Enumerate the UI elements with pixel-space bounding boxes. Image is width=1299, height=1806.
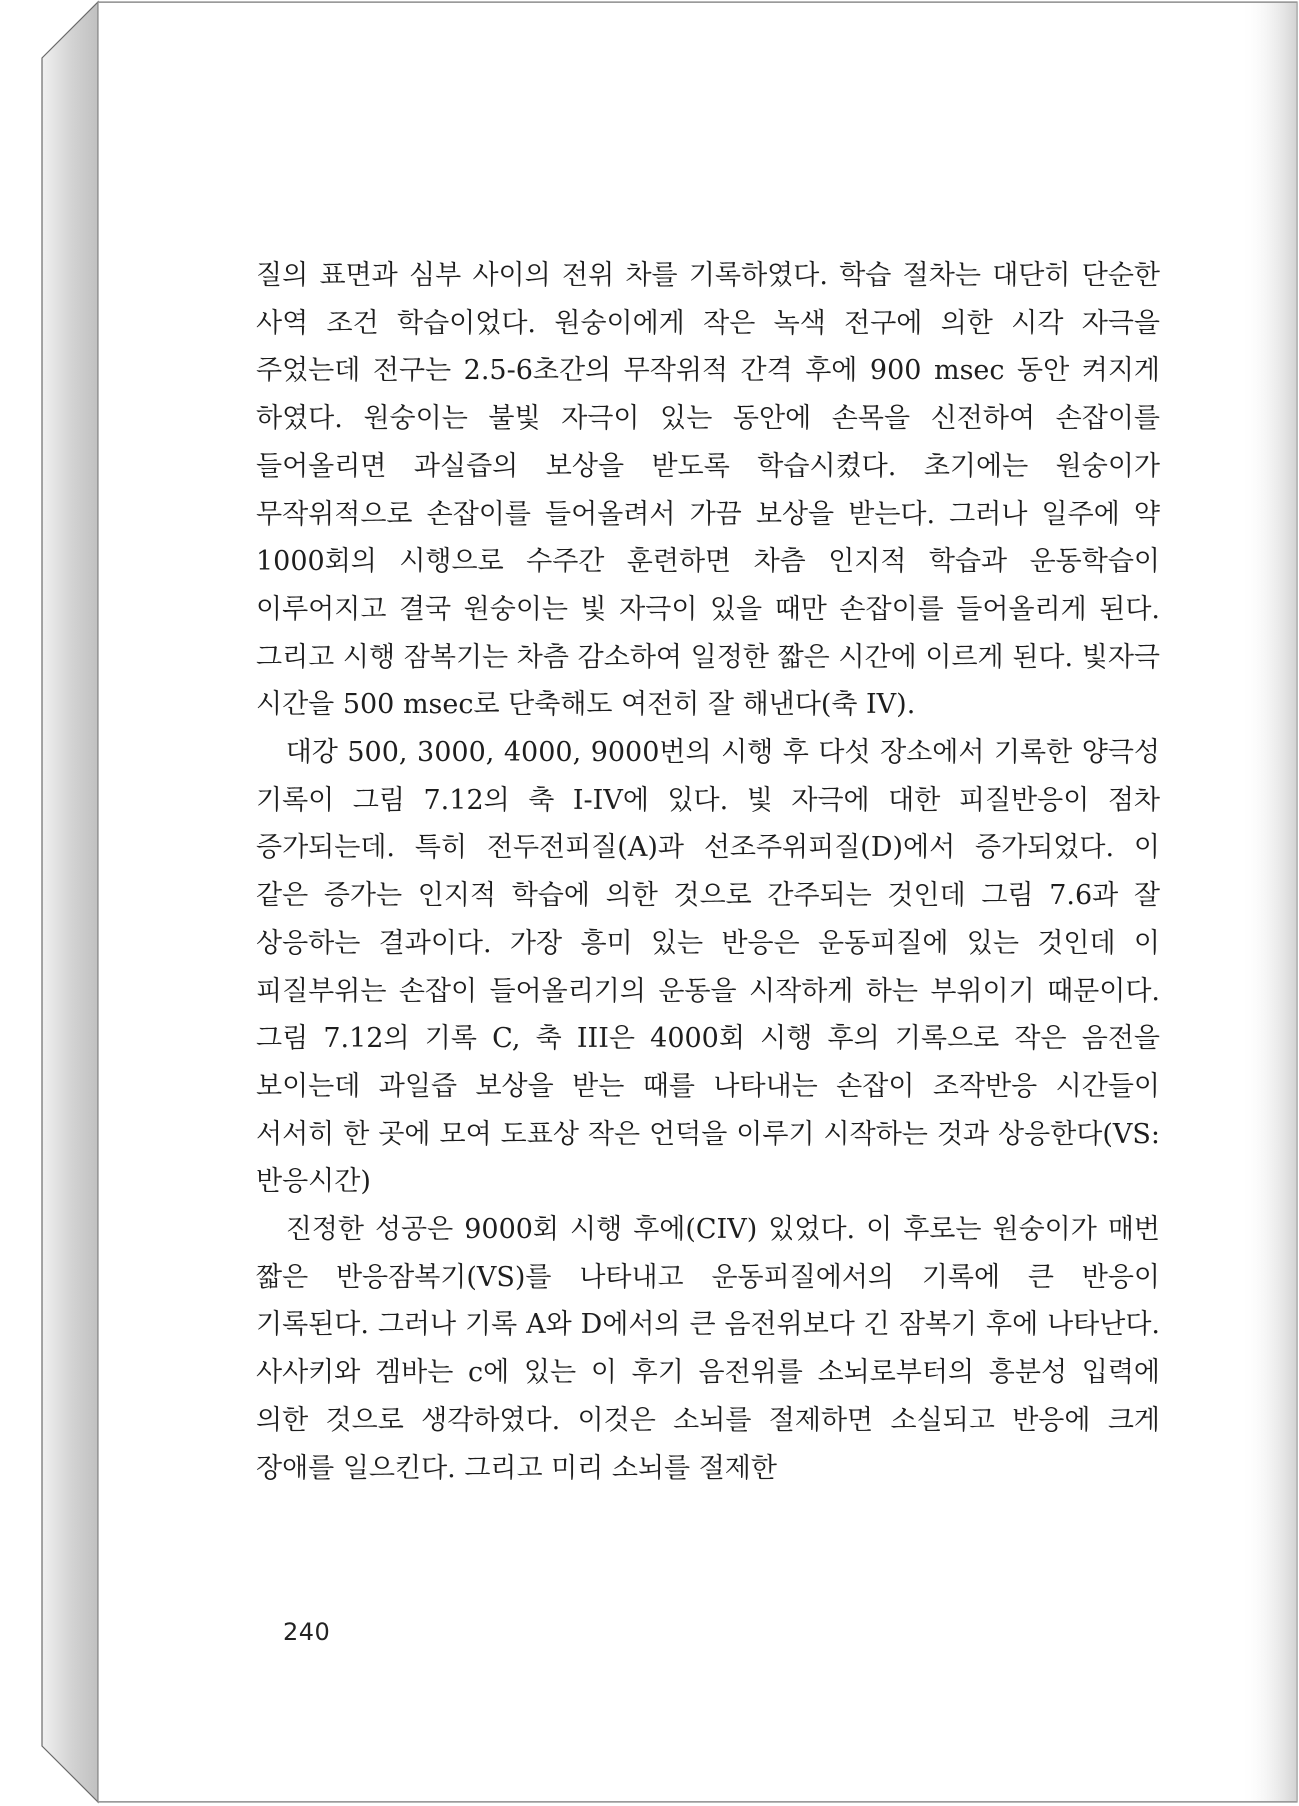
page-body-text [256,252,1160,1492]
paragraph-2: 대강 500, 3000, 4000, 9000번의 시행 후 다섯 장소에서 기록한 양극성 기록이 그림 7.12의 축 I-IV에 있다. 빛 자극에 대한 피질반응이 점차 증가되는데. 특히 전두전피질(A)과 선조주위피질(D)에서 증가되었다. 이 같은 증가는 인지적 학습에 의한 것으로 간주되는 것인데 그림 7.6과 잘 상응하는 결과이다. 가장 흥미 있는 반응은 운동피질에 있는 것인데 이 피질부위는 손잡이 들어올리기의 운동을 시작하게 하는 부위이기 때문이다. 그림 7.12의 기록 C, 축 III은 4000회 시행 후의 기록으로 작은 음전을 보이는데 과일즙 보상을 받는 때를 나타내는 손잡이 조작반응 시간들이 서서히 한 곳에 모여 도표상 작은 언덕을 이루기 시작하는 것과 상응한다(VS:반응시간) [256,737,1160,1198]
book-spine [42,2,98,1802]
paragraph-1: 질의 표면과 심부 사이의 전위 차를 기록하였다. 학습 절차는 대단히 단순한 사역 조건 학습이었다. 원숭이에게 작은 녹색 전구에 의한 시각 자극을 주었는데 전구는 2.5-6초간의 무작위적 간격 후에 900 msec 동안 켜지게 하였다. 원숭이는 불빛 자극이 있는 동안에 손목을 신전하여 손잡이를 들어올리면 과실즙의 보상을 받도록 학습시켰다. 초기에는 원숭이가 무작위적으로 손잡이를 들어올려서 가끔 보상을 받는다. 그러나 일주에 약 1000회의 시행으로 수주간 훈련하면 차츰 인지적 학습과 운동학습이 이루어지고 결국 원숭이는 빛 자극이 있을 때만 손잡이를 들어올리게 된다. 그리고 시행 잠복기는 차츰 감소하여 일정한 짧은 시간에 이르게 된다. 빛자극 시간을 500 msec로 단축해도 여전히 잘 해낸다(축 IV). [256,260,1160,721]
page-right-shadow [1240,3,1296,1801]
paragraph-3: 진정한 성공은 9000회 시행 후에(CIV) 있었다. 이 후로는 원숭이가 매번 짧은 반응잠복기(VS)를 나타내고 운동피질에서의 기록에 큰 반응이 기록된다. 그러나 기록 A와 D에서의 큰 음전위보다 긴 잠복기 후에 나타난다. 사사키와 겜바는 c에 있는 이 후기 음전위를 소뇌로부터의 흥분성 입력에 의한 것으로 생각하였다. 이것은 소뇌를 절제하면 소실되고 반응에 크게 장애를 일으킨다. 그리고 미리 소뇌를 절제한 [256,1214,1160,1484]
page-number: 240 [283,1618,331,1646]
